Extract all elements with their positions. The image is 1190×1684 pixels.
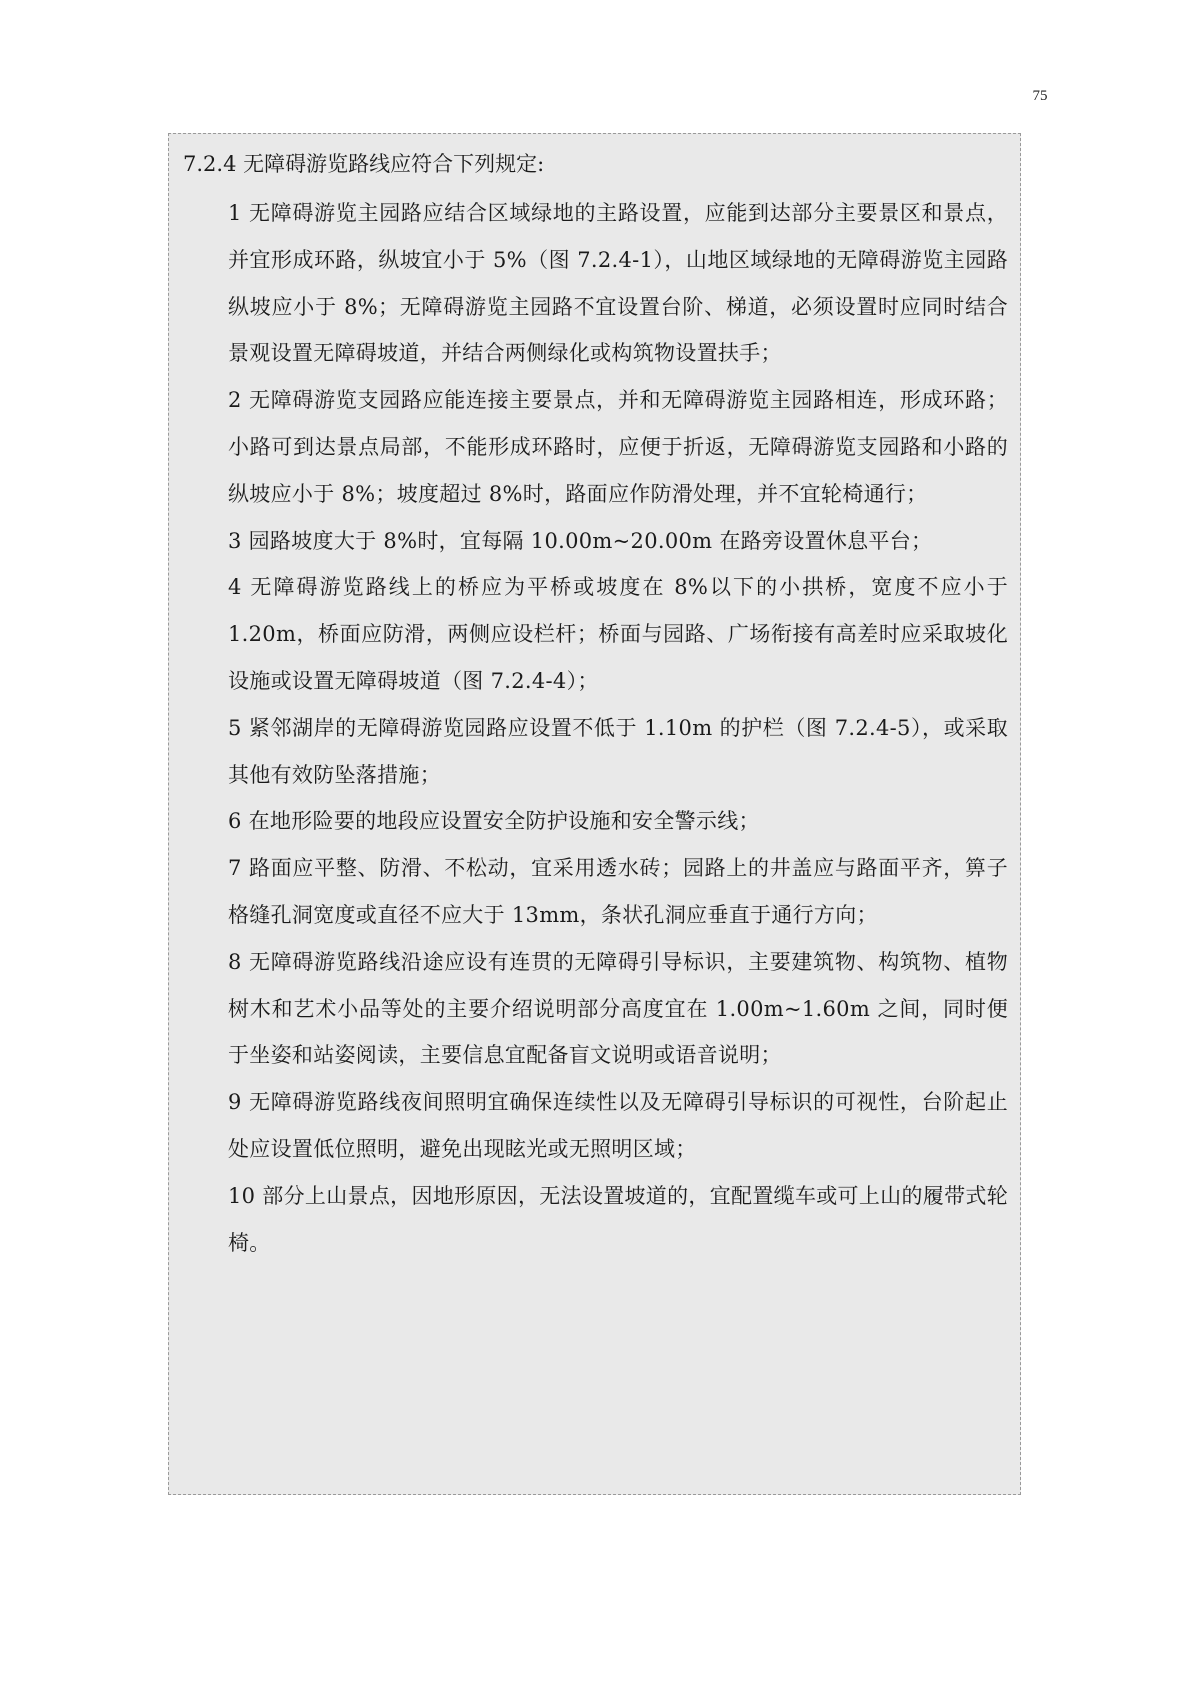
list-item: 2 无障碍游览支园路应能连接主要景点，并和无障碍游览主园路相连，形成环路；小路可到达景点局部，不能形成环路时，应便于折返，无障碍游览支园路和小路的纵坡应小于 8%；坡度超过 8%时，路面应作防滑处理，并不宜轮椅通行； xyxy=(228,388,1008,506)
list-item: 1 无障碍游览主园路应结合区域绿地的主路设置，应能到达部分主要景区和景点，并宜形成环路，纵坡宜小于 5%（图 7.2.4-1），山地区域绿地的无障碍游览主园路纵坡应小于 8%；无障碍游览主园路不宜设置台阶、梯道，必须设置时应同时结合景观设置无障碍坡道，并结合两侧绿化或构筑物设置扶手； xyxy=(228,201,1008,366)
list-item: 5 紧邻湖岸的无障碍游览园路应设置不低于 1.10m 的护栏（图 7.2.4-5），或采取其他有效防坠落措施； xyxy=(228,715,1008,787)
list-item: 4 无障碍游览路线上的桥应为平桥或坡度在 8%以下的小拱桥，宽度不应小于 1.20m，桥面应防滑，两侧应设栏杆；桥面与园路、广场衔接有高差时应采取坡化设施或设置无障碍坡道（图 7.2.4-4）； xyxy=(228,575,1008,693)
list-item: 6 在地形险要的地段应设置安全防护设施和安全警示线； xyxy=(228,809,760,834)
list-item: 10 部分上山景点，因地形原因，无法设置坡道的，宜配置缆车或可上山的履带式轮椅。 xyxy=(228,1183,1008,1255)
page-number: 75 xyxy=(1032,88,1048,104)
item-list xyxy=(228,190,1008,1266)
list-item: 8 无障碍游览路线沿途应设有连贯的无障碍引导标识，主要建筑物、构筑物、植物树木和艺术小品等处的主要介绍说明部分高度宜在 1.00m~1.60m 之间，同时便于坐姿和站姿阅读，主要信息宜配备盲文说明或语音说明； xyxy=(228,949,1008,1068)
section-heading: 7.2.4 无障碍游览路线应符合下列规定: xyxy=(183,152,545,176)
list-item: 7 路面应平整、防滑、不松动，宜采用透水砖；园路上的井盖应与路面平齐，箅子格缝孔洞宽度或直径不应大于 13mm，条状孔洞应垂直于通行方向； xyxy=(228,856,1008,927)
content-box xyxy=(168,133,1021,1495)
list-item: 9 无障碍游览路线夜间照明宜确保连续性以及无障碍引导标识的可视性，台阶起止处应设置低位照明，避免出现眩光或无照明区域； xyxy=(228,1090,1008,1161)
list-item: 3 园路坡度大于 8%时，宜每隔 10.00m~20.00m 在路旁设置休息平台； xyxy=(228,528,933,553)
